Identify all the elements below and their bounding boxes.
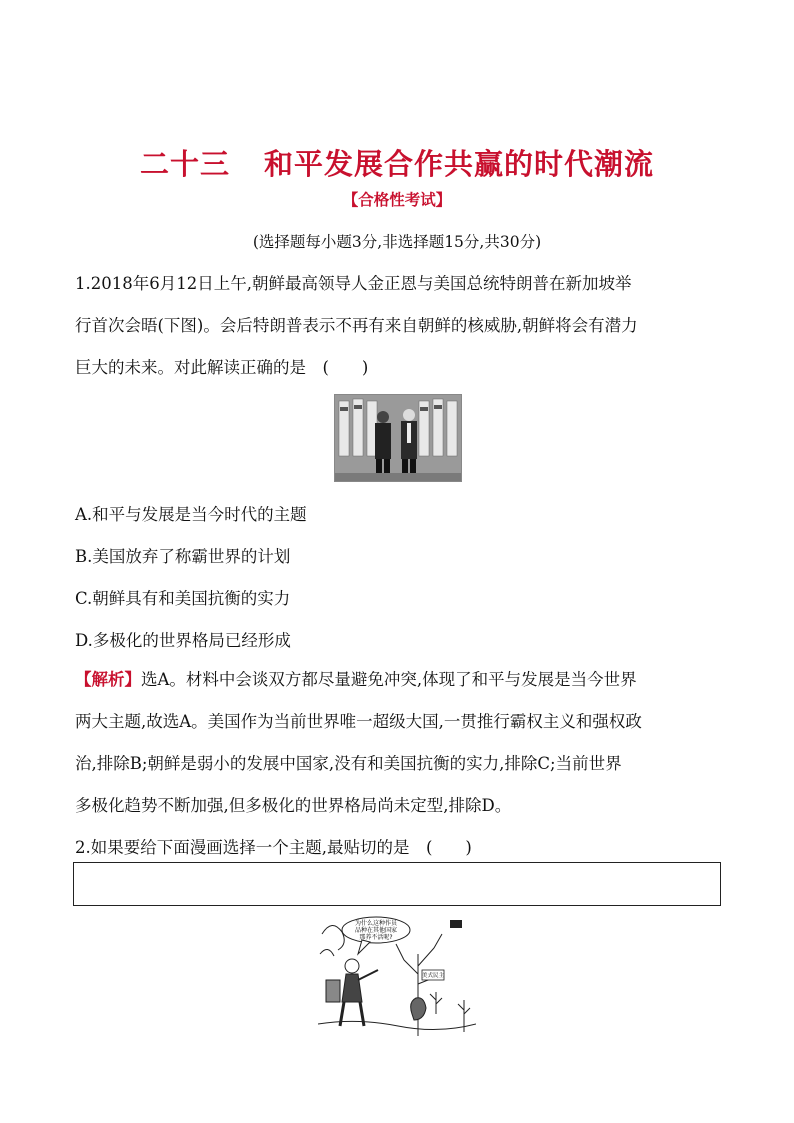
analysis-line-1: 选A。材料中会谈双方都尽量避免冲突,体现了和平与发展是当今世界	[141, 670, 637, 689]
q1-analysis	[75, 659, 723, 827]
title-text: 和平发展合作共赢的时代潮流	[264, 147, 655, 181]
cartoon-bubble-line-1: 为什么这种作员	[354, 920, 398, 927]
analysis-line-2: 两大主题,故选A。美国作为当前世界唯一超级大国,一贯推行霸权主义和强权政	[75, 712, 642, 731]
page-title	[0, 142, 794, 183]
q1-option-b: B.美国放弃了称霸世界的计划	[75, 547, 291, 566]
title-number: 二十三	[139, 147, 230, 181]
scoring-note: (选择题每小题3分,非选择题15分,共30分)	[252, 233, 542, 251]
cartoon-bubble-line-3: 那养不活呢?	[359, 934, 393, 941]
summit-photo	[334, 394, 462, 482]
analysis-label: 【解析】	[75, 670, 141, 689]
q1-option-a: A.和平与发展是当今时代的主题	[75, 505, 307, 524]
answer-box	[73, 862, 721, 906]
q1-line-2: 行首次会晤(下图)。会后特朗普表示不再有来自朝鲜的核威胁,朝鲜将会有潜力	[75, 316, 638, 335]
q1-option-d: D.多极化的世界格局已经形成	[75, 631, 291, 650]
exam-type-label: 【合格性考试】	[342, 190, 452, 209]
cartoon-bubble-line-2: 品种在其他国家	[354, 927, 398, 934]
cartoon-image	[318, 914, 476, 1038]
question-2-stem: 2.如果要给下面漫画选择一个主题,最贴切的是 ( )	[75, 838, 472, 857]
summit-photo-image	[335, 395, 461, 481]
cartoon-sign: 美式民主	[421, 973, 445, 979]
q1-line-1: 1.2018年6月12日上午,朝鲜最高领导人金正恩与美国总统特朗普在新加坡举	[75, 274, 632, 293]
political-cartoon	[318, 914, 476, 1038]
analysis-line-4: 多极化趋势不断加强,但多极化的世界格局尚未定型,排除D。	[75, 796, 512, 815]
q1-line-3: 巨大的未来。对此解读正确的是 ( )	[75, 358, 369, 377]
q1-option-c: C.朝鲜具有和美国抗衡的实力	[75, 589, 291, 608]
analysis-line-3: 治,排除B;朝鲜是弱小的发展中国家,没有和美国抗衡的实力,排除C;当前世界	[75, 754, 622, 773]
question-1-stem	[75, 263, 723, 389]
